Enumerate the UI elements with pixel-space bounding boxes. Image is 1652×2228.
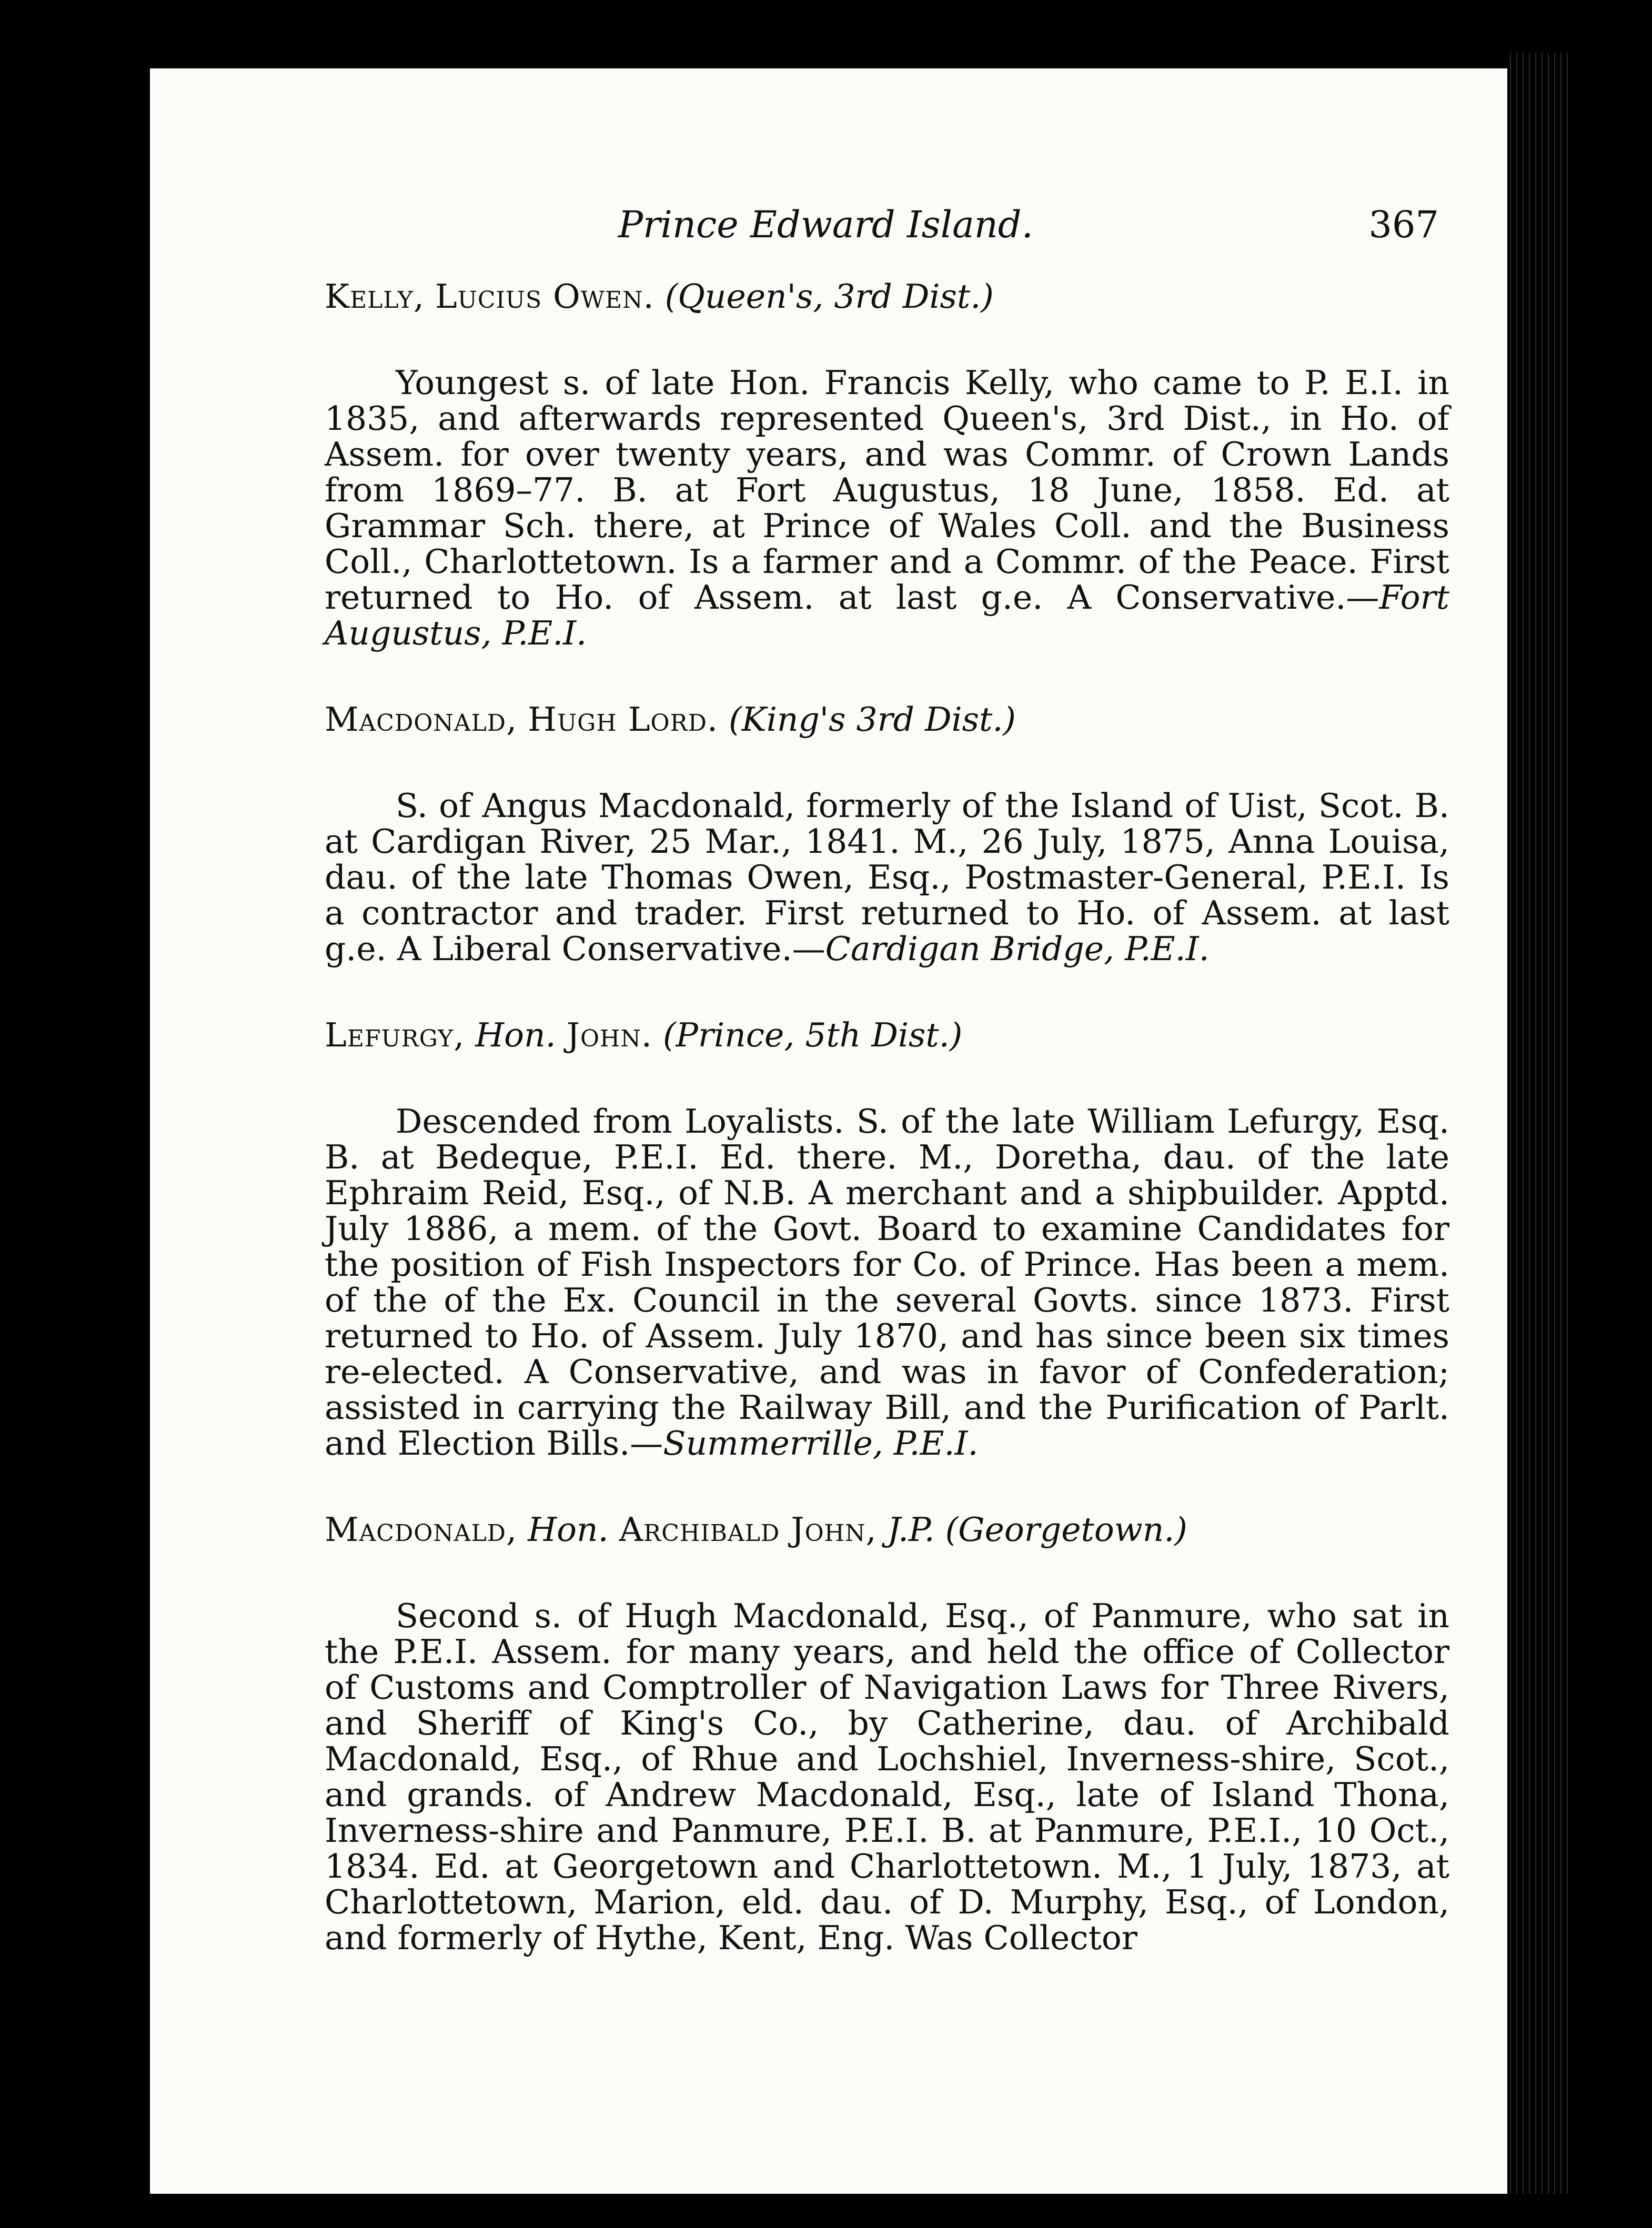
entry-surname: Macdonald, [325,1510,518,1549]
entry-honorific: Hon. [475,1016,556,1054]
entry-kelly [325,279,1449,651]
entry-given-names: Archibald John, [619,1510,877,1549]
entry-body [325,1104,1449,1461]
entry-lefurgy [325,1017,1449,1461]
entry-heading [325,279,1449,315]
entry-heading [325,1017,1449,1053]
entry-postnominal: J.P. [887,1510,935,1549]
entry-honorific: Hon. [528,1510,609,1549]
entry-macdonald-archibald [325,1512,1449,1956]
entry-surname: Lefurgy, [325,1016,465,1054]
entry-address: Summerrille, P.E.I. [663,1424,979,1463]
page-text [325,279,1449,1956]
entry-address: Cardigan Bridge, P.E.I. [825,930,1210,968]
book-page-edge [1507,53,1570,2194]
entry-surname: Kelly, [325,277,425,316]
entry-body-text: Descended from Loyalists. S. of the late William Lefurgy, Esq. B. at Bedeque, P.E.I. Ed. there. M., Doretha, dau. of the late Ephraim Reid, Esq., of N.B. A merchant and a shipbuilder. Apptd. July 1886, a mem. of the Govt. Board to examine Candidates for the position of Fish Inspectors for Co. of Prince. Has been a mem. of the of the Ex. Council in the several Govts. since 1873. First returned to Ho. of Assem. July 1870, and has since been six times re-elected. A Conservative, and was in favor of Confederation; assisted in carrying the Railway Bill, and the Purification of Parlt. and Election Bills.— [325,1102,1449,1463]
entry-address: Fort Augustus, P.E.I. [325,578,1449,652]
entry-body-text: Youngest s. of late Hon. Francis Kelly, who came to P. E.I. in 1835, and afterwards represented Queen's, 3rd Dist., in Ho. of Assem. for over twenty years, and was Commr. of Crown Lands from 1869–77. B. at Fort Augustus, 18 June, 1858. Ed. at Grammar Sch. there, at Prince of Wales Coll. and the Business Coll., Charlottetown. Is a farmer and a Commr. of the Peace. First returned to Ho. of Assem. at last g.e. A Conservative.— [325,364,1449,617]
entry-constituency: (Queen's, 3rd Dist.) [664,277,994,316]
entry-given-names: Hugh Lord. [528,700,719,739]
entry-body [325,365,1449,651]
entry-constituency: (King's 3rd Dist.) [729,700,1016,739]
entry-given-names: Lucius Owen. [435,277,654,316]
entry-macdonald-hugh [325,702,1449,967]
book-page [150,68,1507,2194]
entry-heading [325,702,1449,738]
running-head-title: Prince Edward Island. [618,203,1033,246]
running-head [150,203,1507,261]
entry-given-names: John. [566,1016,652,1054]
entry-body-text: Second s. of Hugh Macdonald, Esq., of Panmure, who sat in the P.E.I. Assem. for many years, and held the office of Collector of Customs and Comptroller of Navigation Laws for Three Rivers, and Sheriff of King's Co., by Catherine, dau. of Archibald Macdonald, Esq., of Rhue and Lochshiel, Inverness-shire, Scot., and grands. of Andrew Macdonald, Esq., late of Island Thona, Inverness-shire and Panmure, P.E.I. B. at Panmure, P.E.I., 10 Oct., 1834. Ed. at Georgetown and Charlottetown. M., 1 July, 1873, at Charlottetown, Marion, eld. dau. of D. Murphy, Esq., of London, and formerly of Hythe, Kent, Eng. Was Collector [325,1597,1449,1957]
page-number: 367 [1368,203,1439,246]
entry-heading [325,1512,1449,1548]
entry-constituency: (Prince, 5th Dist.) [662,1016,963,1054]
entry-body-text: S. of Angus Macdonald, formerly of the Island of Uist, Scot. B. at Cardigan River, 25 Mar., 1841. M., 26 July, 1875, Anna Louisa, dau. of the late Thomas Owen, Esq., Postmaster-General, P.E.I. Is a contractor and trader. First returned to Ho. of Assem. at last g.e. A Liberal Conservative.— [325,787,1449,968]
entry-surname: Macdonald, [325,700,518,739]
entry-body [325,1598,1449,1956]
entry-body [325,788,1449,967]
entry-constituency: (Georgetown.) [945,1510,1187,1549]
